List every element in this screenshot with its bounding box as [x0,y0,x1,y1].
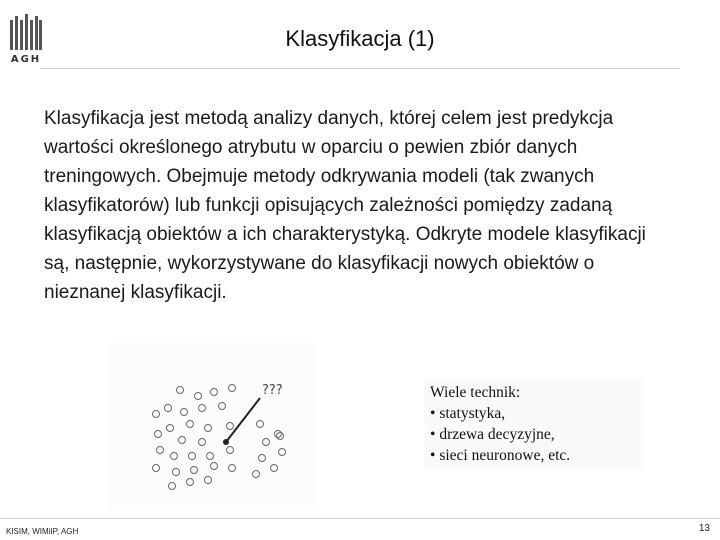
data-object-circle [227,423,234,430]
footer-divider [0,518,720,519]
data-object-circle [177,387,184,394]
technique-item: • statystyka, [430,403,636,424]
data-object-circle [155,431,162,438]
data-object-circle [207,453,214,460]
data-object-circle [205,477,212,484]
new-object-point [223,439,229,445]
data-object-circle [259,455,266,462]
data-object-circle [169,483,176,490]
data-object-circle [157,447,164,454]
data-object-circle [199,439,206,446]
data-object-circle [279,449,286,456]
pointer-arrow [226,398,260,442]
data-object-circle [277,433,284,440]
techniques-list [430,403,636,466]
data-object-circle [165,405,172,412]
data-object-circle [263,439,270,446]
classification-diagram [110,342,315,510]
data-object-circle [253,471,260,478]
technique-item: • drzewa decyzyjne, [430,424,636,445]
data-object-circle [171,453,178,460]
techniques-heading: Wiele technik: [430,384,521,401]
data-object-circle [257,421,264,428]
data-object-circle [229,385,236,392]
data-object-circle [205,425,212,432]
data-object-circle [195,393,202,400]
data-object-circle [211,463,218,470]
data-object-circle [229,465,236,472]
page-number: 13 [698,523,710,534]
data-object-circle [173,469,180,476]
data-object-circle [167,425,174,432]
data-object-circle [181,409,188,416]
data-object-circle [153,465,160,472]
slide-title: Klasyfikacja (1) [285,26,435,51]
data-object-circle [153,411,160,418]
unknown-label: ??? [262,383,283,398]
data-object-circle [211,389,218,396]
data-object-circle [187,421,194,428]
classification-figure [110,342,315,510]
techniques-box [424,378,642,470]
data-object-circle [227,447,234,454]
data-object-circle [191,467,198,474]
logo-text: AGH [10,54,42,65]
data-object-circle [271,465,278,472]
footer-institution: KISIM, WIMiIP, AGH [6,527,79,536]
title-divider [40,68,680,69]
data-object-circle [189,453,196,460]
technique-item: • sieci neuronowe, etc. [430,445,636,466]
data-object-circle [219,403,226,410]
data-object-circle [275,431,282,438]
main-paragraph: Klasyfikacja jest metodą analizy danych, której celem jest predykcja wartości określonego atrybutu w oparciu o pewien zbiór danych treningowych. Obejmuje metody odkrywania modeli (tak zwanych klasyfikatorów) lub funkcji opisujących zależności pomiędzy zadaną klasyfikacją obiektów a ich charakterystyką. Odkryte modele klasyfikacji są, następnie, wykorzystywane do klasyfikacji nowych obiektów o nieznanej klasyfikacji. [44,108,646,303]
data-object-circle [199,405,206,412]
data-object-circle [187,479,194,486]
data-object-circle [179,437,186,444]
